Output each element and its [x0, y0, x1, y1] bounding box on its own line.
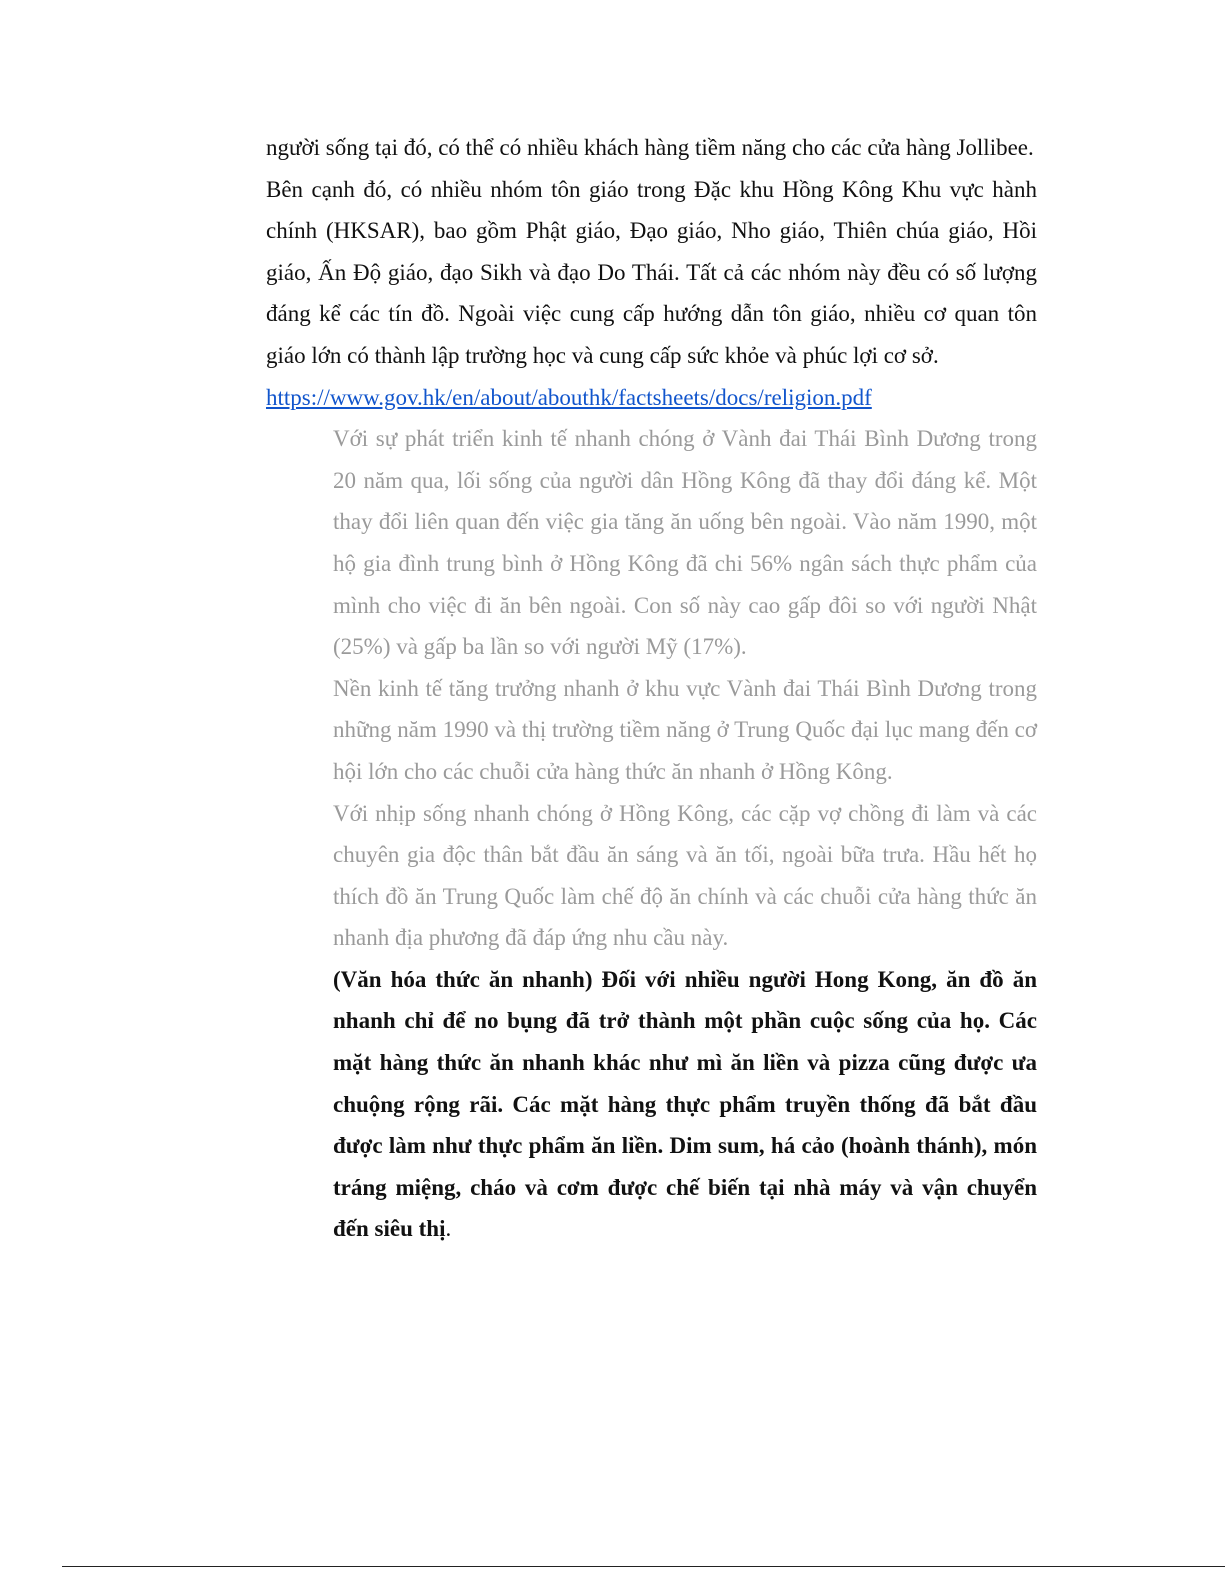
fast-food-culture-text: (Văn hóa thức ăn nhanh) Đối với nhiều người Hong Kong, ăn đồ ăn nhanh chỉ để no bụng đã trở thành một phần cuộc sống của họ. Các mặt hàng thức ăn nhanh khác như mì ăn liền và pizza cũng được ưa chuộng rộng rãi. Các mặt hàng thực phẩm truyền thống đã bắt đầu được làm như thực phẩm ăn liền. Dim sum, há cảo (hoành thánh), món tráng miệng, cháo và cơm được chế biến tại nhà máy và vận chuyển đến siêu thị [333, 966, 1037, 1242]
paragraph-jollibee: người sống tại đó, có thể có nhiều khách hàng tiềm năng cho các cửa hàng Jollibee. [266, 135, 1034, 160]
paragraph-fast-food-culture [333, 959, 1037, 1250]
paragraph-pace-of-life: Với nhịp sống nhanh chóng ở Hồng Kông, các cặp vợ chồng đi làm và các chuyên gia độc thân bắt đầu ăn sáng và ăn tối, ngoài bữa trưa. Hầu hết họ thích đồ ăn Trung Quốc làm chế độ ăn chính và các chuỗi cửa hàng thức ăn nhanh địa phương đã đáp ứng nhu cầu này. [333, 800, 1037, 951]
reference-link-line [266, 377, 1037, 419]
page-bottom-rule [62, 1566, 1225, 1567]
paragraph-economic-growth: Nền kinh tế tăng trưởng nhanh ở khu vực Vành đai Thái Bình Dương trong những năm 1990 và thị trường tiềm năng ở Trung Quốc đại lục mang đến cơ hội lớn cho các chuỗi cửa hàng thức ăn nhanh ở Hồng Kông. [333, 675, 1037, 784]
religion-factsheet-link[interactable]: https://www.gov.hk/en/about/abouthk/factsheets/docs/religion.pdf [266, 384, 872, 410]
paragraph-religion: Bên cạnh đó, có nhiều nhóm tôn giáo trong Đặc khu Hồng Kông Khu vực hành chính (HKSAR), bao gồm Phật giáo, Đạo giáo, Nho giáo, Thiên chúa giáo, Hồi giáo, Ấn Độ giáo, đạo Sikh và đạo Do Thái. Tất cả các nhóm này đều có số lượng đáng kể các tín đồ. Ngoài việc cung cấp hướng dẫn tôn giáo, nhiều cơ quan tôn giáo lớn có thành lập trường học và cung cấp sức khỏe và phúc lợi cơ sở. [266, 176, 1037, 368]
document-body [266, 127, 1037, 1250]
paragraph-lifestyle-change: Với sự phát triển kinh tế nhanh chóng ở Vành đai Thái Bình Dương trong 20 năm qua, lối sống của người dân Hồng Kông đã thay đổi đáng kể. Một thay đổi liên quan đến việc gia tăng ăn uống bên ngoài. Vào năm 1990, một hộ gia đình trung bình ở Hồng Kông đã chi 56% ngân sách thực phẩm của mình cho việc đi ăn bên ngoài. Con số này cao gấp đôi so với người Nhật (25%) và gấp ba lần so với người Mỹ (17%). [333, 426, 1037, 660]
fast-food-culture-period: . [445, 1216, 452, 1242]
